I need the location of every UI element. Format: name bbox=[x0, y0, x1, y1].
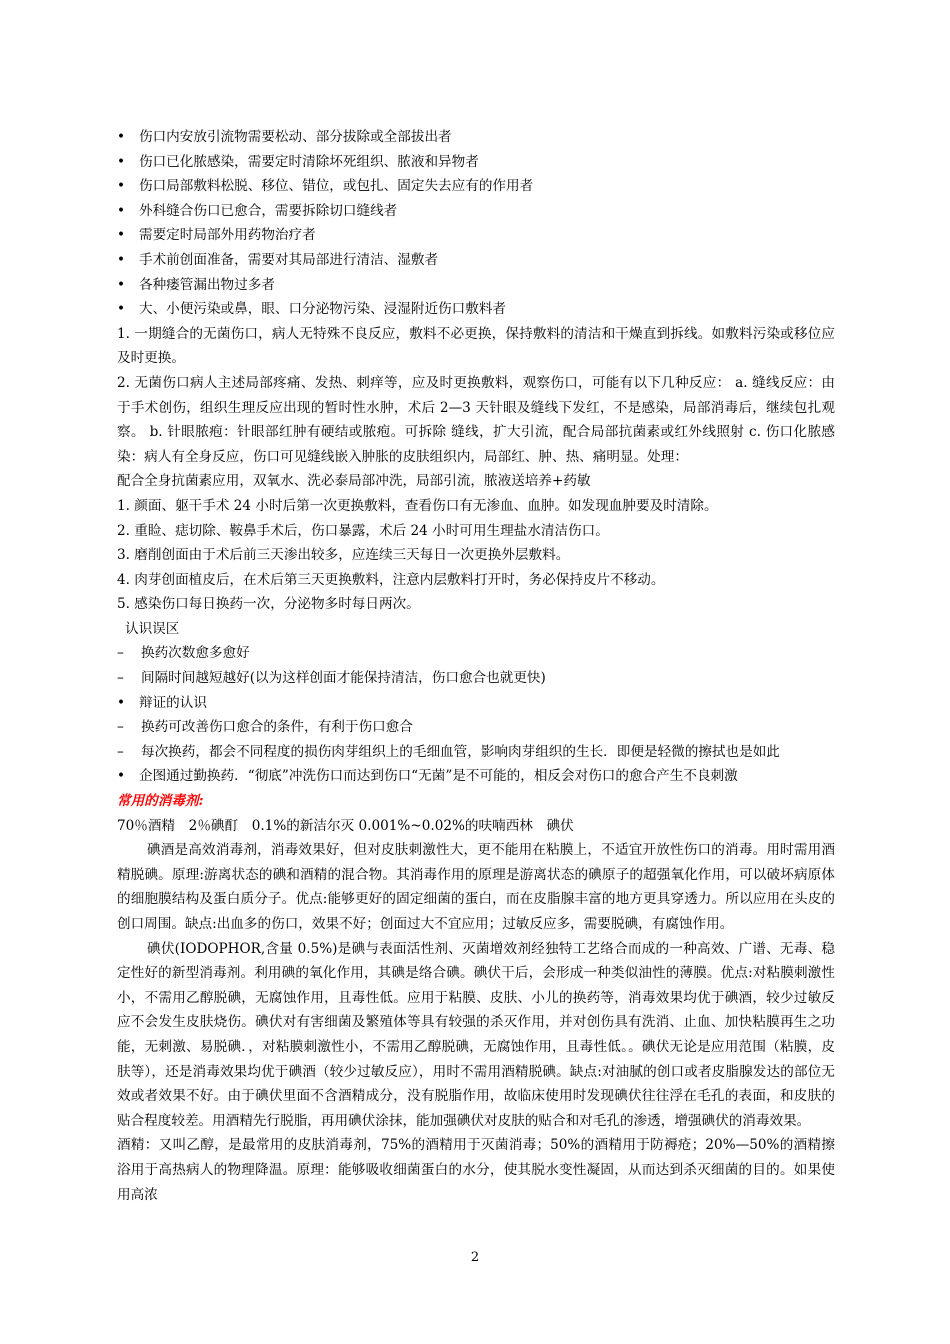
bullet-item: • 辩证的认识 bbox=[117, 691, 835, 716]
disinfectant-list: 70％酒精 2％碘酊 0.1%的新洁尔灭 0.001%~0.02%的呋喃西林 碘伏 bbox=[117, 817, 574, 834]
dash-icon: – bbox=[117, 719, 124, 736]
numbered-paragraph: 2. 无菌伤口病人主述局部疼痛、发热、刺痒等，应及时更换敷料，观察伤口，可能有以下几种反应： a. 缝线反应：由于手术创伤，组织生理反应出现的暂时性水肿，术后 2—3 天针眼及缝线下发红，不是感染，局部消毒后，继续包扎观察。 b. 针眼脓疱：针眼部红肿有硬结或脓疱。可拆除 缝线，扩大引流，配合局部抗菌素或红外线照射 c. 伤口化脓感染：病人有全身反应，伤口可见缝线嵌入肿胀的皮肤组织内，局部红、肿、热、痛明显。处理： bbox=[117, 374, 835, 465]
section-heading: 常用的消毒剂: bbox=[117, 793, 204, 810]
bullet-icon: • bbox=[117, 768, 126, 785]
bullet-icon: • bbox=[117, 129, 126, 145]
bullet-item: • 伤口内安放引流物需要松动、部分拔除或全部拔出者 bbox=[117, 125, 835, 150]
bullet-item: • 各种瘘管漏出物过多者 bbox=[117, 273, 835, 298]
iodine-paragraph: 碘酒是高效消毒剂，消毒效果好，但对皮肤刺激性大，更不能用在粘膜上，不适宜开放性伤口的消毒。用时需用酒精脱碘。原理:游离状态的碘和酒精的混合物。其消毒作用的原理是游离状态的碘原子的超强氧化作用，可以破坏病原体的细胞膜结构及蛋白质分子。优点:能够更好的固定细菌的蛋白，而在皮脂腺丰富的地方更具穿透力。所以应用在头皮的创口周围。缺点:出血多的伤口，效果不好；创面过大不宜应用；过敏反应多，需要脱碘，有腐蚀作用。 bbox=[117, 842, 835, 932]
numbered-item: 4. 肉芽创面植皮后，在术后第三天更换敷料，注意内层敷料打开时，务必保持皮片不移动。 bbox=[117, 571, 665, 588]
dash-item: – 换药次数愈多愈好 bbox=[117, 641, 835, 666]
bullet-icon: • bbox=[117, 694, 126, 711]
bullet-icon: • bbox=[117, 202, 126, 219]
bullet-icon: • bbox=[117, 251, 126, 268]
dash-icon: – bbox=[117, 645, 124, 662]
bullet-icon: • bbox=[117, 178, 126, 195]
bullet-item: • 伤口局部敷料松脱、移位、错位，或包扎、固定失去应有的作用者 bbox=[117, 174, 835, 199]
bullet-icon: • bbox=[117, 227, 126, 244]
numbered-paragraph: 1. 一期缝合的无菌伤口，病人无特殊不良反应，敷料不必更换，保持敷料的清洁和干燥直到拆线。如敷料污染或移位应及时更换。 bbox=[117, 325, 835, 367]
bullet-icon: • bbox=[117, 153, 126, 170]
treatment-line: 配合全身抗菌素应用，双氧水、洗必泰局部冲洗，局部引流，脓液送培养+药敏 bbox=[117, 473, 591, 490]
numbered-item: 5. 感染伤口每日换药一次，分泌物多时每日两次。 bbox=[117, 596, 420, 613]
bullet-icon: • bbox=[117, 276, 126, 293]
dash-icon: – bbox=[117, 743, 124, 760]
dash-item: – 换药可改善伤口愈合的条件，有利于伤口愈合 bbox=[117, 715, 835, 740]
numbered-item: 2. 重睑、痣切除、鞍鼻手术后，伤口暴露，术后 24 小时可用生理盐水清洁伤口。 bbox=[117, 522, 609, 539]
dash-icon: – bbox=[117, 670, 124, 687]
iodophor-paragraph: 碘伏(IODOPHOR,含量 0.5%)是碘与表面活性剂、灭菌增效剂经独特工艺络合而成的一种高效、广谱、无毒、稳定性好的新型消毒剂。利用碘的氧化作用，其碘是络合碘。碘伏干后，会形成一种类似油性的薄膜。优点:对粘膜刺激性小，不需用乙醇脱碘，无腐蚀作用，且毒性低。应用于粘膜、皮肤、小儿的换药等，消毒效果均优于碘酒，较少过敏反应不会发生皮肤烧伤。碘伏对有害细菌及繁殖体等具有较强的杀灭作用，并对创伤具有洗消、止血、加快粘膜再生之功能，无刺激、易脱碘．，对粘膜刺激性小，不需用乙醇脱碘，无腐蚀作用，且毒性低。。碘伏无论是应用范围（粘膜，皮肤等），还是消毒效果均优于碘酒（较少过敏反应），用时不需用酒精脱碘。缺点:对油腻的创口或者皮脂腺发达的部位无效或者效果不好。由于碘伏里面不含酒精成分，没有脱脂作用，故临床使用时发现碘伏往往浮在毛孔的表面，和皮肤的贴合程度较差。用酒精先行脱脂，再用碘伏涂抹，能加强碘伏对皮肤的贴合和对毛孔的渗透，增强碘伏的消毒效果。 bbox=[117, 940, 835, 1129]
document-body bbox=[117, 125, 835, 1207]
bullet-item: • 大、小便污染或鼻，眼、口分泌物污染、浸湿附近伤口敷料者 bbox=[117, 297, 835, 322]
dash-item: – 间隔时间越短越好(以为这样创面才能保持清洁，伤口愈合也就更快) bbox=[117, 666, 835, 691]
bullet-item: • 伤口已化脓感染，需要定时清除坏死组织、脓液和异物者 bbox=[117, 150, 835, 175]
numbered-item: 3. 磨削创面由于术后前三天渗出较多，应连续三天每日一次更换外层敷料。 bbox=[117, 547, 570, 564]
bullet-item: • 企图通过勤换药．“彻底”冲洗伤口而达到伤口“无菌”是不可能的，相反会对伤口的愈合产生不良刺激 bbox=[117, 764, 835, 789]
alcohol-paragraph: 酒精：又叫乙醇，是最常用的皮肤消毒剂，75%的酒精用于灭菌消毒；50%的酒精用于防褥疮；20%—50%的酒精擦浴用于高热病人的物理降温。原理：能够吸收细菌蛋白的水分，使其脱水变性凝固，从而达到杀灭细菌的目的。如果使用高浓 bbox=[117, 1137, 835, 1203]
page-number: 2 bbox=[470, 1250, 480, 1265]
bullet-item: • 外科缝合伤口已愈合，需要拆除切口缝线者 bbox=[117, 199, 835, 224]
bullet-icon: • bbox=[117, 301, 126, 318]
bullet-item: • 需要定时局部外用药物治疗者 bbox=[117, 223, 835, 248]
dash-item: – 每次换药，都会不同程度的损伤肉芽组织上的毛细血管，影响肉芽组织的生长．即便是轻微的擦拭也是如此 bbox=[117, 740, 835, 765]
bullet-item: • 手术前创面准备，需要对其局部进行清洁、湿敷者 bbox=[117, 248, 835, 273]
numbered-item: 1. 颜面、躯干手术 24 小时后第一次更换敷料，查看伤口有无渗血、血肿。如发现血肿要及时清除。 bbox=[117, 497, 718, 514]
misconception-title: 认识误区 bbox=[125, 620, 180, 637]
